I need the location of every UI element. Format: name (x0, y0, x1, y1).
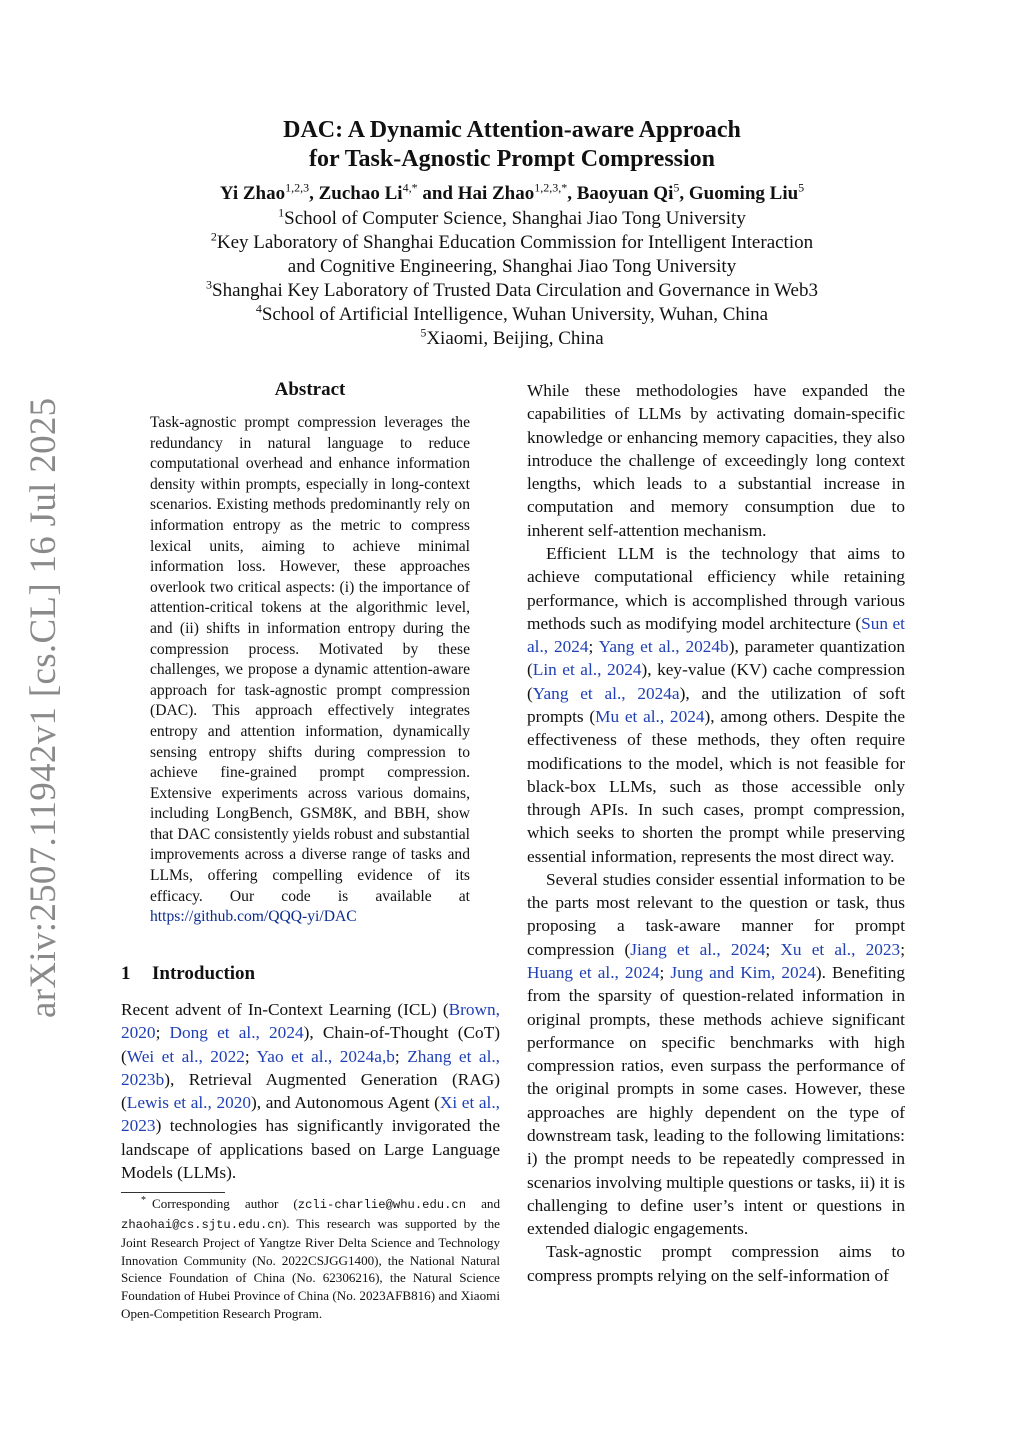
affil-sup: 1 (278, 205, 285, 220)
citation-link[interactable]: Huang et al., 2024 (527, 963, 660, 983)
affil-text: Shanghai Key Laboratory of Trusted Data Circulation and Governance in Web3 (212, 280, 818, 301)
author-name: Yi Zhao (219, 183, 286, 204)
code-link[interactable]: https://github.com/QQQ-yi/DAC (150, 908, 357, 926)
affiliation-line (0, 303, 1024, 327)
paragraph (527, 868, 905, 1241)
affil-text: School of Artificial Intelligence, Wuhan University, Wuhan, China (261, 304, 769, 325)
citation-link[interactable]: Mu et al., 2024 (595, 706, 705, 726)
text-run: ). This research was supported by the Joint Research Project of Yangtze River Delta Science and Technology Innovation Community (No. 2022CSJGG1400), the National Natural Science Foundation of China (No. 62306216), the Natural Science Foundation of Hubei Province of China (No. 2023AFB816) and Xiaomi Open-Competition Research Program. (121, 1215, 500, 1321)
abstract-text: Task-agnostic prompt compression leverages the redundancy in natural language to reduce computational overhead and enhance information density within prompts, especially in long-context scenarios. Existing methods predominantly rely on information entropy as the metric to compress lexical units, aiming to achieve minimal information loss. However, these approaches overlook two critical aspects: (i) the importance of attention-critical tokens at the algorithmic level, and (ii) shifts in information entropy during the compression process. Motivated by these challenges, we propose a dynamic attention-aware approach for task-agnostic prompt compression (DAC). This approach effectively integrates entropy and attention information, dynamically sensing entropy shifts during compression to achieve fine-grained prompt compression. Extensive experiments across various domains, including LongBench, GSM8K, and BBH, show that DAC consistently yields robust and substantial improvements across a diverse range of tasks and LLMs, offering compelling evidence of its efficacy. Our code is available at (150, 414, 470, 905)
citation-link[interactable]: Yang et al., 2024a (532, 683, 680, 703)
text-run: ), Chain-of-Thought (CoT) ( (121, 1023, 501, 1066)
text-run: ), key-value (KV) cache compression ( (527, 660, 905, 703)
email[interactable]: zcli-charlie@whu.edu.cn (297, 1198, 467, 1212)
author-name: and Hai Zhao (417, 183, 535, 204)
citation-link[interactable]: Xi et al., 2023 (121, 1093, 500, 1136)
right-column (527, 379, 905, 1287)
affiliation-line (0, 255, 1024, 279)
author-affil-sup: 1,2,3 (285, 180, 310, 195)
author-list (0, 182, 1024, 206)
author-name: , Baoyuan Qi (567, 183, 674, 204)
arxiv-watermark: arXiv:2507.11942v1 [cs.CL] 16 Jul 2025 (23, 397, 64, 1018)
author-name: , Guoming Liu (679, 183, 799, 204)
affil-text: and Cognitive Engineering, Shanghai Jiao Tong University (287, 256, 737, 277)
text-run: ) technologies has significantly invigorated the landscape of applications based on Large Language Models (LLMs). (121, 1116, 500, 1183)
section-number: 1 (121, 963, 131, 984)
citation-link[interactable]: Dong et al., 2024 (169, 1023, 304, 1043)
section-title: Introduction (152, 963, 256, 984)
abstract-body (150, 413, 470, 928)
author-affil-sup: 4,* (402, 180, 418, 195)
text-run: and (466, 1196, 500, 1211)
abstract-heading: Abstract (274, 379, 346, 400)
author-affil-sup: 1,2,3,* (534, 180, 568, 195)
affiliations (0, 207, 1024, 351)
citation-link[interactable]: Lewis et al., 2020 (126, 1093, 252, 1113)
citation-link[interactable]: Jung and Kim, 2024 (670, 963, 816, 983)
text-run: ), among others. Despite the effectiveness of these methods, they often require modifications to the model, which is not feasible for black-box LLMs, such as those accessible only through APIs. In such cases, prompt compression, which seeks to shorten the prompt while preserving essential information, represents the most direct way. (527, 706, 905, 866)
footnote-rule (121, 1192, 225, 1193)
author-name: , Zuchao Li (309, 183, 403, 204)
text-run: ; (588, 637, 599, 657)
email[interactable]: zhaohai@cs.sjtu.edu.cn (121, 1217, 282, 1232)
text-run: ), Retrieval Augmented Generation (RAG) ( (121, 1069, 500, 1113)
citation-link[interactable]: Zhang et al., 2023b (121, 1046, 501, 1089)
text-run: Efficient LLM is the technology that aims to achieve computational efficiency while retaining performance, which is accomplished through various methods such as modifying model architecture ( (527, 543, 905, 633)
citation-link[interactable]: Brown, 2020 (121, 1000, 500, 1043)
text-run: Several studies consider essential information to be the parts most relevant to the question or task, thus proposing a task-aware manner for prompt compression ( (527, 869, 905, 959)
author-affil-sup: 5 (798, 180, 805, 195)
affiliation-line (0, 231, 1024, 255)
affil-sup: 3 (206, 277, 213, 292)
author-affil-sup: 5 (673, 180, 680, 195)
paragraph: While these methodologies have expanded the capabilities of LLMs by activating domain-specific knowledge or enhancing memory capacities, they also introduce the challenge of exceedingly long context lengths, which leads to a substantial increase in computation and memory consumption due to inherent self-attention mechanism. (527, 381, 905, 540)
affiliation-line (0, 327, 1024, 351)
affiliation-line (0, 279, 1024, 303)
citation-link[interactable]: Sun et al., 2024 (527, 613, 905, 657)
text-run: ). Benefiting from the sparsity of question-related information in original prompts, these methods achieve significant performance on specific benchmarks with high compression ratios, even surpass the performance of the original prompts in some cases. However, these approaches are highly dependent on the type of downstream task, leading to the following limitations: i) the prompt needs to be repeatedly compressed in scenarios involving multiple questions or tasks, ii) it is challenging to define user’s intent or questions in extended dialogic engagements. (527, 963, 906, 1239)
citation-link[interactable]: Yang et al., 2024b (598, 637, 729, 657)
text-run: ; (765, 939, 781, 959)
citation-link[interactable]: Jiang et al., 2024 (630, 939, 766, 959)
affiliation-line (0, 207, 1024, 231)
text-run: Corresponding author ( (152, 1196, 298, 1211)
title-line-1: DAC: A Dynamic Attention-aware Approach (283, 117, 741, 143)
citation-link[interactable]: Yao et al., 2024a,b (256, 1046, 395, 1066)
citation-link[interactable]: Wei et al., 2022 (126, 1046, 245, 1066)
affil-text: Key Laboratory of Shanghai Education Commission for Intelligent Interaction (216, 232, 814, 253)
text-run: ), parameter quantization ( (527, 637, 905, 680)
text-run: ; (659, 963, 671, 983)
footnote: * Corresponding author (zcli-charlie@whu.edu.cn and zhaohai@cs.sjtu.edu.cn). This research was supported by the Joint Research Project of Yangtze River Delta Science and Technology Innovation Community (No. 2022CSJGG1400), the National Natural Science Foundation of China (No. 62306216), the Natural Science Foundation of Hubei Province of China (No. 2023AFB816) and Xiaomi Open-Competition Research Program. (121, 1194, 500, 1321)
text-run: ; (900, 939, 905, 959)
paragraph: Task-agnostic prompt compression aims to compress prompts relying on the self-information of (527, 1242, 905, 1285)
affil-sup: 2 (210, 229, 217, 244)
text-run: ), and the utilization of soft prompts ( (527, 683, 905, 726)
text-run: ; (244, 1046, 257, 1066)
affil-sup: 4 (255, 301, 262, 316)
text-run: Recent advent of In-Context Learning (ICL) ( (121, 1000, 449, 1019)
affil-text: School of Computer Science, Shanghai Jiao Tong University (284, 208, 746, 229)
text-run: ; (394, 1046, 408, 1066)
title-line-2: for Task-Agnostic Prompt Compression (308, 146, 716, 172)
citation-link[interactable]: Xu et al., 2023 (780, 939, 901, 959)
intro-paragraph (121, 998, 500, 1184)
affil-text: Xiaomi, Beijing, China (426, 328, 604, 349)
citation-link[interactable]: Lin et al., 2024 (532, 660, 642, 680)
paper-title (0, 116, 1024, 174)
affil-sup: 5 (420, 325, 427, 340)
text-run: ; (155, 1023, 170, 1043)
text-run: ), and Autonomous Agent ( (251, 1093, 440, 1113)
paragraph (527, 542, 905, 868)
section-heading (121, 963, 255, 985)
